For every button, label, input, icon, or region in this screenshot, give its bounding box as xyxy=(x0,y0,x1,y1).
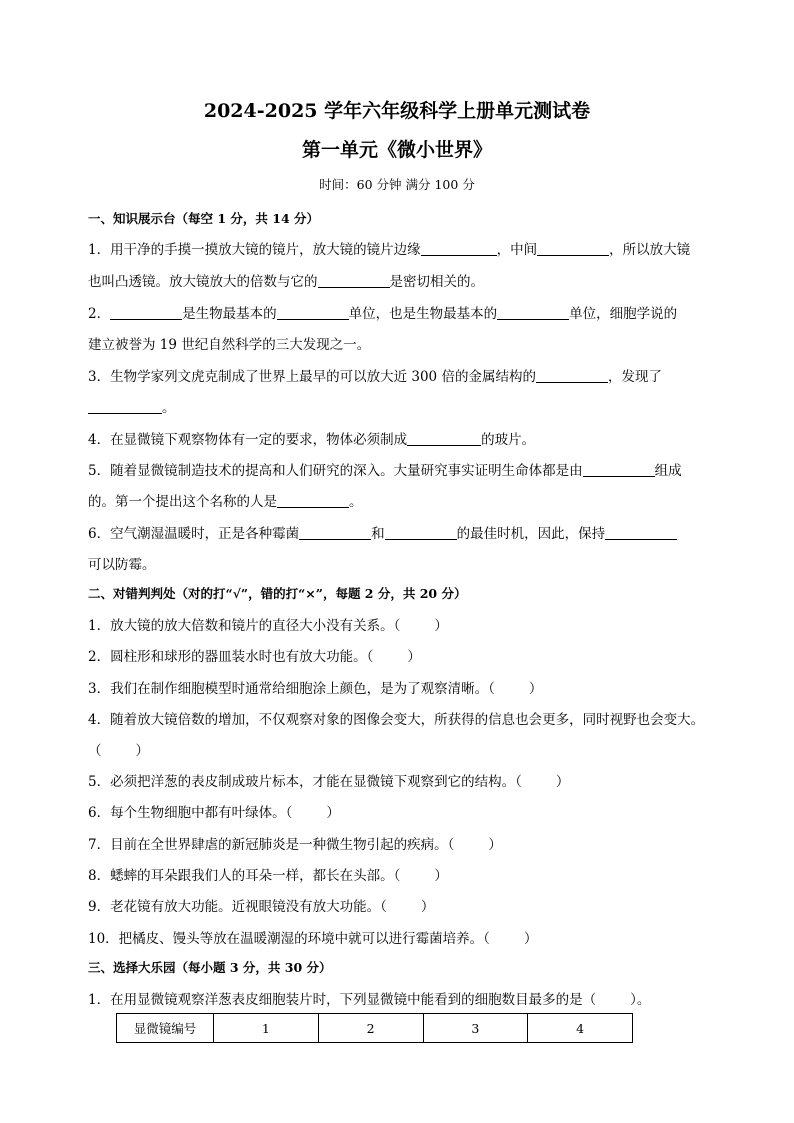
judge-question-9: 9．老花镜有放大功能。近视眼镜没有放大功能。（ ） xyxy=(88,899,435,915)
section-heading-2: 二、对错判判处（对的打“√”，错的打“×”，每题 2 分，共 20 分） xyxy=(88,586,467,601)
section-heading-1: 一、知识展示台（每空 1 分，共 14 分） xyxy=(88,211,320,226)
table-cell: 1 xyxy=(214,1014,319,1043)
fill-question-6-line-2: 可以防霉。 xyxy=(88,557,156,573)
answer-blank[interactable] xyxy=(318,273,390,288)
judge-question-7: 7．目前在全世界肆虐的新冠肺炎是一种微生物引起的疾病。（ ） xyxy=(88,837,502,853)
table-row xyxy=(117,1014,633,1043)
answer-blank[interactable] xyxy=(88,399,162,414)
fill-question-4: 4．在显微镜下观察物体有一定的要求，物体必须制成 的玻片。 xyxy=(88,432,536,448)
table-header-cell: 显微镜编号 xyxy=(117,1014,214,1043)
answer-blank[interactable] xyxy=(110,305,182,320)
judge-question-10: 10．把橘皮、馒头等放在温暖潮湿的环境中就可以进行霉菌培养。（ ） xyxy=(88,931,538,947)
judge-question-4: 4．随着放大镜倍数的增加，不仅观察对象的图像会变大，所获得的信息也会更多，同时视野也会变大。 xyxy=(88,712,705,728)
choice-question-1: 1．在用显微镜观察洋葱表皮细胞装片时，下列显微镜中能看到的细胞数目最多的是（ ）。 xyxy=(88,992,651,1008)
exam-meta: 时间：60 分钟 满分 100 分 xyxy=(319,177,475,192)
answer-blank[interactable] xyxy=(407,431,481,446)
table-cell: 4 xyxy=(528,1014,633,1043)
exam-title: 2024-2025 学年六年级科学上册单元测试卷 xyxy=(203,100,591,122)
judge-question-4-paren: （ ） xyxy=(88,743,149,759)
answer-blank[interactable] xyxy=(277,493,349,508)
answer-blank[interactable] xyxy=(421,241,497,256)
fill-question-5-line-2: 的。第一个提出这个名称的人是 。 xyxy=(88,494,363,510)
answer-blank[interactable] xyxy=(277,305,349,320)
fill-question-2-line-2: 建立被誉为 19 世纪自然科学的三大发现之一。 xyxy=(88,337,371,353)
fill-question-3-line-1: 3．生物学家列文虎克制成了世界上最早的可以放大近 300 倍的金属结构的 ，发现了 xyxy=(88,369,662,385)
answer-blank[interactable] xyxy=(299,525,371,540)
answer-blank[interactable] xyxy=(497,305,569,320)
judge-question-5: 5．必须把洋葱的表皮制成玻片标本，才能在显微镜下观察到它的结构。（ ） xyxy=(88,774,570,790)
table-cell: 2 xyxy=(318,1014,423,1043)
judge-question-8: 8．蟋蟀的耳朵跟我们人的耳朵一样，都长在头部。（ ） xyxy=(88,868,448,884)
judge-question-6: 6．每个生物细胞中都有叶绿体。（ ） xyxy=(88,805,340,821)
judge-question-3: 3．我们在制作细胞模型时通常给细胞涂上颜色，是为了观察清晰。（ ） xyxy=(88,681,543,697)
judge-question-2: 2．圆柱形和球形的器皿装水时也有放大功能。（ ） xyxy=(88,649,421,665)
judge-question-1: 1．放大镜的放大倍数和镜片的直径大小没有关系。（ ） xyxy=(88,618,448,634)
fill-question-1-line-2: 也叫凸透镜。放大镜放大的倍数与它的 是密切相关的。 xyxy=(88,274,484,290)
table-cell: 3 xyxy=(423,1014,528,1043)
fill-question-1-line-1: 1．用干净的手摸一摸放大镜的镜片，放大镜的镜片边缘 ，中间 ，所以放大镜 xyxy=(88,242,691,258)
unit-title: 第一单元《微小世界》 xyxy=(301,139,492,161)
fill-question-6-line-1: 6．空气潮湿温暖时，正是各种霉菌 和 的最佳时机，因此，保持 xyxy=(88,522,677,542)
answer-blank[interactable] xyxy=(385,525,457,540)
answer-blank[interactable] xyxy=(605,525,677,540)
fill-question-2-line-1: 2． 是生物最基本的 单位，也是生物最基本的 单位，细胞学说的 xyxy=(88,306,678,322)
section-heading-3: 三、选择大乐园（每小题 3 分，共 30 分） xyxy=(88,960,332,975)
answer-blank[interactable] xyxy=(583,462,655,477)
microscope-table xyxy=(116,1013,633,1043)
answer-blank[interactable] xyxy=(536,368,608,383)
answer-blank[interactable] xyxy=(537,241,609,256)
fill-question-5-line-1: 5．随着显微镜制造技术的提高和人们研究的深入。大量研究事实证明生命体都是由 组成 xyxy=(88,463,682,479)
fill-question-3-line-2: 。 xyxy=(88,396,176,416)
